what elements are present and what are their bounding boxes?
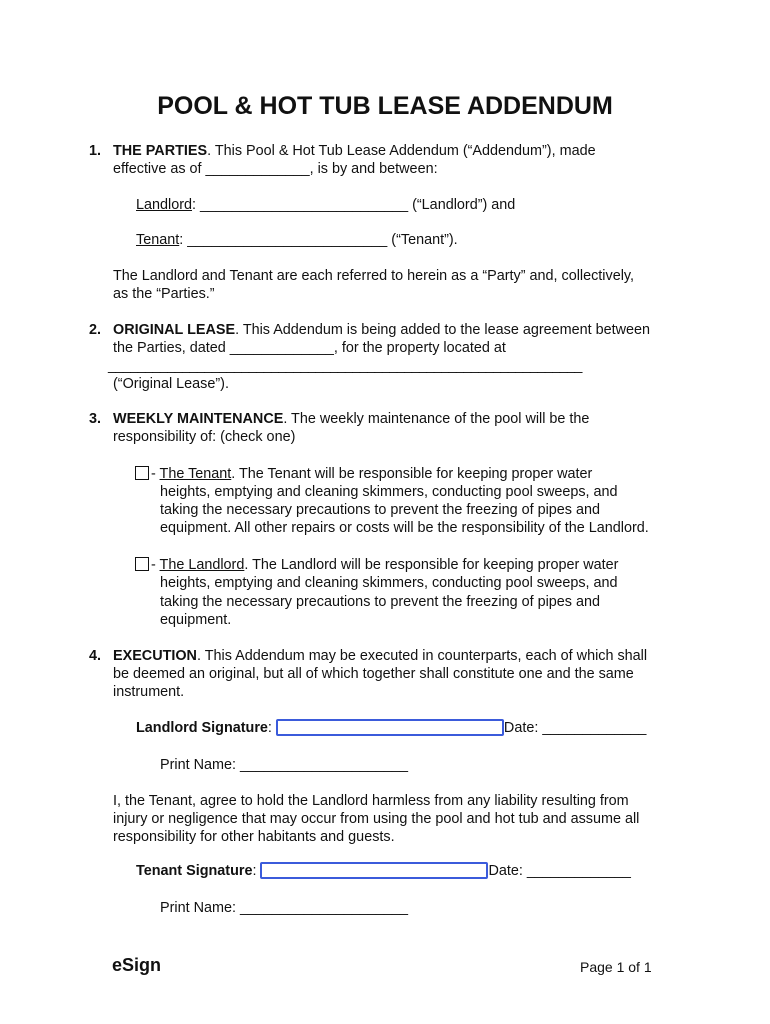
section-3-line-1 [113, 410, 589, 428]
section-2-text-1: . This Addendum is being added to the lease agreement between [235, 322, 651, 338]
tenant-signature-colon: : [252, 863, 257, 879]
document-title: POOL & HOT TUB LEASE ADDENDUM [157, 92, 613, 120]
tenant-option-label: The Tenant [159, 466, 232, 482]
section-1-number: 1. [89, 143, 102, 159]
tenant-option-dash: - [151, 466, 160, 482]
tenant-option-line-3: taking the necessary precautions to prevent the freezing of pipes and [160, 502, 600, 518]
parties-definition-line-2: as the “Parties.” [113, 286, 215, 302]
tenant-signature-label: Tenant Signature [136, 863, 253, 879]
landlord-date-field[interactable]: Date: _____________ [503, 720, 647, 736]
section-2-heading: ORIGINAL LEASE [113, 322, 236, 338]
section-3-line-2: responsibility of: (check one) [113, 429, 296, 445]
tenant-name-field[interactable]: : _________________________ (“Tenant”). [179, 232, 458, 248]
landlord-option-text-1: . The Landlord will be responsible for keeping proper water [244, 557, 619, 573]
harmless-line-2: injury or negligence that may occur from using the pool and hot tub and assume all [113, 811, 640, 827]
landlord-signature-colon: : [267, 720, 272, 736]
landlord-option-dash: - [151, 557, 160, 573]
tenant-option-line-2: heights, emptying and cleaning skimmers, conducting pool sweeps, and [160, 484, 618, 500]
page-number: Page 1 of 1 [580, 959, 652, 975]
landlord-name-line[interactable] [136, 196, 515, 214]
section-2-number: 2. [89, 322, 102, 338]
section-4-number: 4. [89, 648, 102, 664]
harmless-line-3: responsibility for other habitants and guests. [113, 829, 395, 845]
landlord-option-line-3: taking the necessary precautions to prevent the freezing of pipes and [160, 594, 600, 610]
landlord-option-line-1 [151, 556, 618, 574]
section-2-line-4: (“Original Lease”). [113, 376, 229, 392]
section-1-line-2: effective as of _____________, is by and between: [113, 161, 438, 177]
section-4-line-1 [113, 647, 647, 665]
tenant-maintenance-checkbox[interactable] [135, 466, 149, 480]
tenant-name-line[interactable] [136, 231, 458, 249]
tenant-date-field[interactable]: Date: _____________ [488, 863, 631, 879]
section-1-line-1 [113, 142, 596, 160]
section-4-heading: EXECUTION [113, 648, 197, 664]
landlord-maintenance-checkbox[interactable] [135, 557, 149, 571]
section-3-text-1: . The weekly maintenance of the pool will be the [283, 411, 590, 427]
tenant-option-line-4: equipment. All other repairs or costs will be the responsibility of the Landlord. [160, 520, 649, 536]
tenant-label: Tenant [136, 232, 180, 248]
section-1-heading: THE PARTIES [113, 143, 208, 159]
landlord-option-line-4: equipment. [160, 612, 232, 628]
tenant-print-name-field[interactable]: Print Name: _____________________ [160, 900, 409, 916]
landlord-signature-row [136, 719, 646, 737]
landlord-signature-label: Landlord Signature [136, 720, 268, 736]
landlord-label: Landlord [136, 197, 193, 213]
tenant-option-line-1 [151, 465, 592, 483]
section-3-heading: WEEKLY MAINTENANCE [113, 411, 284, 427]
parties-definition-line-1: The Landlord and Tenant are each referred to herein as a “Party” and, collectively, [113, 268, 635, 284]
section-4-text-1: . This Addendum may be executed in counterparts, each of which shall [196, 648, 648, 664]
tenant-signature-field[interactable] [260, 862, 488, 879]
landlord-option-label: The Landlord [159, 557, 245, 573]
tenant-signature-row [136, 862, 631, 880]
lease-date-line[interactable]: the Parties, dated _____________, for the property located at [113, 340, 506, 356]
section-1-text-1: . This Pool & Hot Tub Lease Addendum (“Addendum”), made [207, 143, 596, 159]
tenant-option-text-1: . The Tenant will be responsible for keeping proper water [231, 466, 593, 482]
section-2-line-1 [113, 321, 650, 339]
section-3-number: 3. [89, 411, 102, 427]
landlord-name-field[interactable]: : __________________________ (“Landlord”) and [192, 197, 516, 213]
landlord-print-name-field[interactable]: Print Name: _____________________ [160, 757, 409, 773]
property-address-field[interactable]: ________________________________________________________________ [108, 358, 582, 374]
section-4-line-3: instrument. [113, 684, 185, 700]
harmless-line-1: I, the Tenant, agree to hold the Landlord harmless from any liability resulting from [113, 793, 629, 809]
landlord-signature-field[interactable] [276, 719, 504, 736]
esign-logo: eSign [112, 955, 162, 975]
section-4-line-2: be deemed an original, but all of which together shall constitute one and the same [113, 666, 634, 682]
landlord-option-line-2: heights, emptying and cleaning skimmers, conducting pool sweeps, and [160, 575, 618, 591]
